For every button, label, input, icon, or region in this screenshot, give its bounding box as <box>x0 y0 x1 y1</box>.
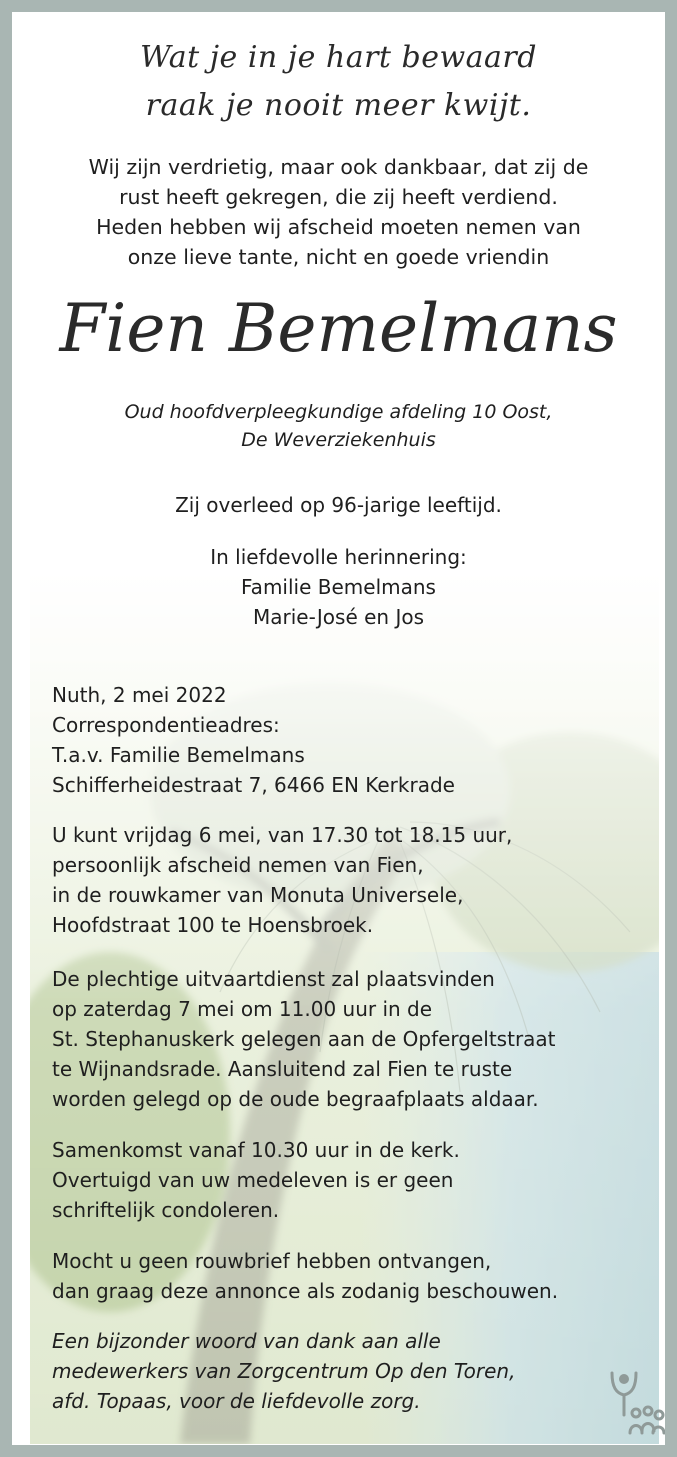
notice-line: dan graag deze annonce als zodanig beschouwen. <box>52 1279 559 1303</box>
memory-line: In liefdevolle herinnering: <box>210 545 467 569</box>
farewell-line: persoonlijk afscheid nemen van Fien, <box>52 853 424 877</box>
gathering-line: Samenkomst vanaf 10.30 uur in de kerk. <box>52 1138 460 1162</box>
address-line: T.a.v. Familie Bemelmans <box>52 743 305 767</box>
gathering-line: Overtuigd van uw medeleven is er geen <box>52 1168 454 1192</box>
address-line: Schifferheidestraat 7, 6466 EN Kerkrade <box>52 773 455 797</box>
gathering-info <box>52 1135 642 1225</box>
deceased-name: Fien Bemelmans <box>59 290 618 367</box>
intro-line: Wij zijn verdrietig, maar ook dankbaar, dat zij de <box>88 155 589 179</box>
farewell-line: Hoofdstraat 100 te Hoensbroek. <box>52 913 374 937</box>
intro-line: Heden hebben wij afscheid moeten nemen van <box>96 215 581 239</box>
memory-line: Familie Bemelmans <box>241 575 436 599</box>
farewell-viewing-info <box>52 820 642 940</box>
motto-line: Wat je in je hart bewaard <box>140 40 537 75</box>
thanks-line: afd. Topaas, voor de liefdevolle zorg. <box>52 1389 421 1413</box>
intro-line: onze lieve tante, nicht en goede vriendin <box>127 245 550 269</box>
intro-line: rust heeft gekregen, die zij heeft verdiend. <box>119 185 558 209</box>
role-line: De Weverziekenhuis <box>241 429 436 451</box>
correspondence-address <box>52 680 642 800</box>
memory-line: Marie-José en Jos <box>252 605 425 629</box>
thanks-message <box>52 1326 642 1416</box>
motto-quote <box>12 34 665 130</box>
service-line: De plechtige uitvaartdienst zal plaatsvinden <box>52 967 495 991</box>
intro-text <box>12 152 665 272</box>
age-statement: Zij overleed op 96-jarige leeftijd. <box>175 493 502 517</box>
notice-line: Mocht u geen rouwbrief hebben ontvangen, <box>52 1249 492 1273</box>
address-line: Nuth, 2 mei 2022 <box>52 683 227 707</box>
farewell-line: in de rouwkamer van Monuta Universele, <box>52 883 464 907</box>
thanks-line: Een bijzonder woord van dank aan alle <box>52 1329 441 1353</box>
service-line: te Wijnandsrade. Aansluitend zal Fien te ruste <box>52 1057 513 1081</box>
mourning-letter-notice <box>52 1246 642 1306</box>
motto-line: raak je nooit meer kwijt. <box>145 88 532 123</box>
care-organization-logo-icon <box>602 1365 666 1437</box>
farewell-line: U kunt vrijdag 6 mei, van 17.30 tot 18.15 uur, <box>52 823 513 847</box>
in-memory-signatories <box>12 542 665 632</box>
thanks-line: medewerkers van Zorgcentrum Op den Toren, <box>52 1359 516 1383</box>
role-line: Oud hoofdverpleegkundige afdeling 10 Oost, <box>124 401 553 423</box>
address-line: Correspondentieadres: <box>52 713 280 737</box>
service-line: op zaterdag 7 mei om 11.00 uur in de <box>52 997 433 1021</box>
former-role <box>12 398 665 454</box>
funeral-service-info <box>52 964 642 1114</box>
gathering-line: schriftelijk condoleren. <box>52 1198 280 1222</box>
service-line: worden gelegd op de oude begraafplaats aldaar. <box>52 1087 539 1111</box>
service-line: St. Stephanuskerk gelegen aan de Opfergeltstraat <box>52 1027 556 1051</box>
